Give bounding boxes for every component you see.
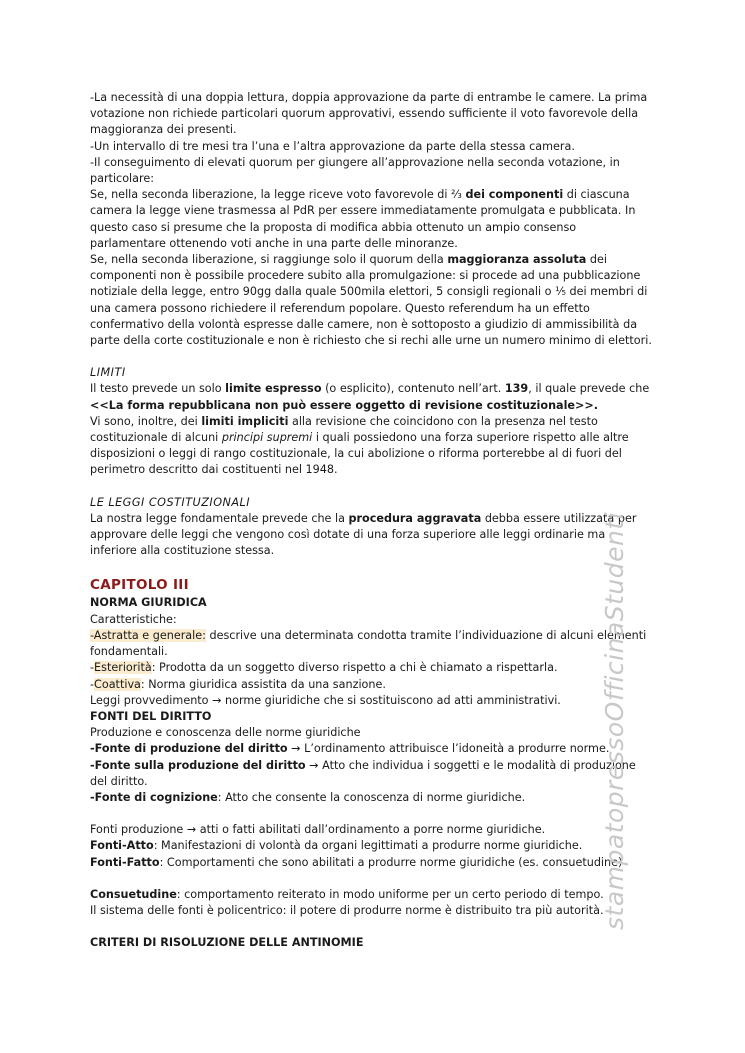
- item-coattiva: -Coattiva: Norma giuridica assistita da una sanzione.: [90, 677, 386, 691]
- item-fonte-sulla-produzione: -Fonte sulla produzione del diritto → Atto che individua i soggetti e le modalità di produzione del diritto.: [90, 758, 636, 788]
- item-fonti-atto: Fonti-Atto: Manifestazioni di volontà da organi legittimati a produrre norme giuridiche.: [90, 839, 583, 853]
- item-leggi-provvedimento: Leggi provvedimento → norme giuridiche che si sostituiscono ad atti amministrativi.: [90, 693, 561, 707]
- paragraph-fonti-produzione: Fonti produzione → atti o fatti abilitati dall’ordinamento a porre norme giuridiche.: [90, 823, 546, 837]
- heading-fonti-diritto: FONTI DEL DIRITTO: [90, 709, 212, 723]
- spacer: [90, 871, 652, 887]
- watermark: stampatopressoOfficinaStudenti: [600, 511, 629, 930]
- paragraph-due-terzi: Se, nella seconda liberazione, la legge riceve voto favorevole di ⅔ dei componenti di ciascuna camera la legge viene trasmessa al PdR per essere immediatamente promulgata e pubblicata. In questo caso si presume che la proposta di modifica abbia ottenuto un ampio consenso parlamentare ottenendo voti anche in una parte delle minoranze.: [90, 188, 636, 250]
- paragraph-limite-espresso: Il testo prevede un solo limite espresso (o esplicito), contenuto nell’art. 139, il quale prevede che <<La forma repubblicana non può essere oggetto di revisione costituzionale>>.: [90, 382, 650, 412]
- paragraph-doppia-lettura: -La necessità di una doppia lettura, doppia approvazione da parte di entrambe le camere. La prima votazione non richiede particolari quorum approvativi, essendo sufficiente il voto favorevole della maggioranza dei presenti.: [90, 91, 648, 137]
- spacer: [90, 479, 652, 495]
- heading-criteri-antinomie: CRITERI DI RISOLUZIONE DELLE ANTINOMIE: [90, 936, 364, 950]
- heading-norma-giuridica: NORMA GIURIDICA: [90, 596, 207, 610]
- spacer: [90, 806, 652, 822]
- item-fonte-produzione: -Fonte di produzione del diritto → L’ordinamento attribuisce l’idoneità a produrre norme.: [90, 742, 610, 756]
- chapter-title: CAPITOLO III: [90, 577, 189, 594]
- document-page: [90, 90, 652, 951]
- paragraph-produzione-conoscenza: Produzione e conoscenza delle norme giuridiche: [90, 726, 361, 740]
- paragraph-sistema-policentrico: Il sistema delle fonti è policentrico: il potere di produrre norme è distribuito tra più autorità.: [90, 903, 604, 917]
- paragraph-maggioranza-assoluta: Se, nella seconda liberazione, si raggiunge solo il quorum della maggioranza assoluta dei componenti non è possibile procedere subito alla promulgazione: si procede ad una pubblicazione notiziale della legge, entro 90gg dalla quale 500mila elettori, 5 consigli regionali o ⅕ dei membri di una camera possono richiedere il referendum popolare. Questo referendum ha un effetto confermativo della volontà espresse dalle camere, non è sottoposto a giudizio di ammissibilità da parte della corte costituzionale e non è richiesto che si rechi alle urne un numero minimo di elettori.: [90, 253, 652, 348]
- paragraph-quorum: -Il conseguimento di elevati quorum per giungere all’approvazione nella seconda votazione, in particolare:: [90, 155, 620, 186]
- spacer: [90, 349, 652, 365]
- item-esteriorita: -Esteriorità: Prodotta da un soggetto diverso rispetto a chi è chiamato a rispettarla.: [90, 661, 558, 675]
- section-title-limiti: LIMITI: [90, 366, 126, 380]
- paragraph-limiti-impliciti: Vi sono, inoltre, dei limiti impliciti alla revisione che coincidono con la presenza nel testo costituzionale di alcuni principi supremi i quali possiedono una forza superiore rispetto alle altre disposizioni o leggi di rango costituzionale, la cui abolizione o riforma porterebbe al di fuori del perimetro descritto dai costituenti nel 1948.: [90, 414, 629, 477]
- bold-maggioranza: maggioranza assoluta: [447, 253, 587, 267]
- bold-componenti: dei componenti: [465, 188, 564, 202]
- item-fonte-cognizione: -Fonte di cognizione: Atto che consente la conoscenza di norme giuridiche.: [90, 790, 526, 804]
- paragraph-intervallo: -Un intervallo di tre mesi tra l’una e l’altra approvazione da parte della stessa camera.: [90, 139, 575, 153]
- item-astratta-generale: -Astratta e generale: descrive una determinata condotta tramite l’individuazione di alcuni elementi fondamentali.: [90, 628, 647, 659]
- paragraph-procedura-aggravata: La nostra legge fondamentale prevede che la procedura aggravata debba essere utilizzata per approvare delle leggi che vengono così dotate di una forza superiore alle leggi ordinarie ma inferiore alla costituzione stessa.: [90, 511, 637, 558]
- item-fonti-fatto: Fonti-Fatto: Comportamenti che sono abilitati a produrre norme giuridiche (es. consuetudine): [90, 855, 623, 869]
- label-caratteristiche: Caratteristiche:: [90, 612, 177, 626]
- spacer: [90, 559, 652, 575]
- spacer: [90, 919, 652, 935]
- section-title-leggi-costituzionali: LE LEGGI COSTITUZIONALI: [90, 495, 251, 509]
- item-consuetudine: Consuetudine: comportamento reiterato in modo uniforme per un certo periodo di tempo.: [90, 887, 604, 901]
